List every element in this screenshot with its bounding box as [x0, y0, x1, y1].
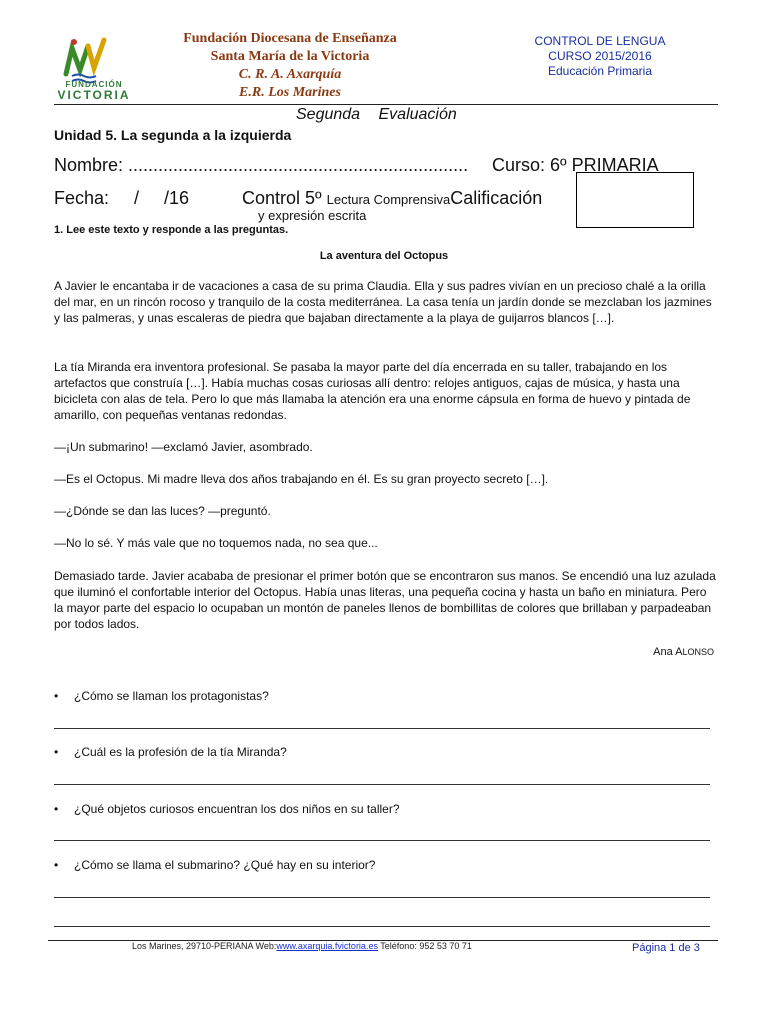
question-text: ¿Cómo se llama el submarino? ¿Qué hay en su interior? [74, 858, 376, 872]
story-paragraph: —¡Un submarino! —exclamó Javier, asombrado. [54, 440, 313, 454]
footer-phone: Teléfono: 952 53 70 71 [377, 941, 472, 951]
evaluation-title: Segunda Evaluación [296, 106, 457, 123]
story-paragraph: Demasiado tarde. Javier acababa de presionar el primer botón que se encontraron sus manos. Se encendió una luz azulada que iluminó el confortable interior del Octopus. Había unas literas, una pequeña cocina y hasta un baño en miniatura. Pero la mayor parte del espacio lo ocupaban un montón de paneles llenos de bombillitas de colores que brillaban y parpadeaban por todos lados. [54, 569, 716, 631]
story-author [54, 646, 714, 658]
story-paragraph: —Es el Octopus. Mi madre lleva dos años trabajando en él. Es su gran proyecto secreto […]. [54, 472, 549, 486]
school-line-1: Fundación Diocesana de Enseñanza [183, 31, 397, 46]
course-label: Curso: 6º [492, 155, 567, 175]
footer-address-text: Los Marines, 29710-PERIANA Web: [132, 941, 277, 951]
control-header [510, 34, 690, 79]
header-divider [54, 104, 718, 105]
logo-text [54, 80, 134, 100]
grade-label: Calificación [450, 188, 543, 208]
logo-line-2: VICTORIA [57, 88, 131, 102]
school-line-2: Santa María de la Victoria [210, 49, 370, 64]
answer-line[interactable] [54, 728, 710, 729]
question-text: ¿Cómo se llaman los protagonistas? [74, 689, 269, 703]
question-item [54, 745, 287, 759]
logo-line-1: FUNDACIÓN [65, 80, 123, 89]
answer-line[interactable] [54, 926, 710, 927]
control-line-1: CONTROL DE LENGUA [534, 34, 666, 48]
school-line-3: C. R. A. Axarquía [238, 67, 342, 82]
story-paragraph: A Javier le encantaba ir de vacaciones a casa de su prima Claudia. Ella y sus padres vivían en un precioso chalé a la orilla del mar, en un rincón rocoso y tranquilo de la costa mediterránea. La casa tenía un jardín donde se mezclaban los jazmines y las palmeras, y unas escaleras de piedra que bajaban directamente a la playa de guijarros blancos […]. [54, 279, 712, 325]
school-line-4: E.R. Los Marines [239, 85, 341, 100]
name-field[interactable]: Nombre: .................................................................... [54, 155, 469, 175]
date-field[interactable]: Fecha: / /16 [54, 188, 190, 208]
instruction: 1. Lee este texto y responde a las preguntas. [54, 224, 289, 236]
question-item [54, 858, 375, 872]
author-last: LONSO [682, 647, 714, 657]
footer-web-link[interactable]: www.axarquia.fvictoria.es [276, 941, 378, 951]
answer-line[interactable] [54, 840, 710, 841]
answer-line[interactable] [54, 897, 710, 898]
answer-line[interactable] [54, 784, 710, 785]
story-paragraph: —No lo sé. Y más vale que no toquemos nada, no sea que... [54, 536, 378, 550]
control-label: Control 5º [242, 188, 322, 208]
bullet-icon: • [54, 745, 59, 759]
story-title: La aventura del Octopus [319, 250, 449, 262]
control-number [242, 188, 542, 209]
question-text: ¿Cuál es la profesión de la tía Miranda? [74, 745, 287, 759]
question-item [54, 802, 400, 816]
bullet-icon: • [54, 858, 59, 872]
story-paragraph: La tía Miranda era inventora profesional. Se pasaba la mayor parte del día encerrada en su taller, trabajando en los artefactos que construía […]. Había muchas cosas curiosas allí dentro: relojes antiguos, cajas de música, y hasta una bicicleta con alas de tela. Pero lo que más llamaba la atención era una enorme cápsula en forma de huevo y pintada de amarillo, con pequeñas ventanas redondas. [54, 360, 691, 422]
control-line-3: Educación Primaria [547, 64, 653, 78]
question-item [54, 689, 269, 703]
footer-address [132, 941, 472, 951]
bullet-icon: • [54, 689, 59, 703]
course-value: PRIMARIA [571, 155, 659, 175]
author-first: Ana A [653, 646, 683, 658]
page-number: Página 1 de 3 [632, 942, 700, 954]
school-header [150, 30, 430, 102]
control-line-2: CURSO 2015/2016 [548, 49, 652, 63]
unit-title: Unidad 5. La segunda a la izquierda [54, 127, 292, 143]
bullet-icon: • [54, 802, 59, 816]
grade-box[interactable] [576, 172, 694, 228]
control-sub: Lectura Comprensiva [326, 192, 451, 207]
story-paragraph: —¿Dónde se dan las luces? —preguntó. [54, 504, 271, 518]
control-sub-2: y expresión escrita [258, 208, 367, 223]
question-text: ¿Qué objetos curiosos encuentran los dos niños en su taller? [74, 802, 400, 816]
